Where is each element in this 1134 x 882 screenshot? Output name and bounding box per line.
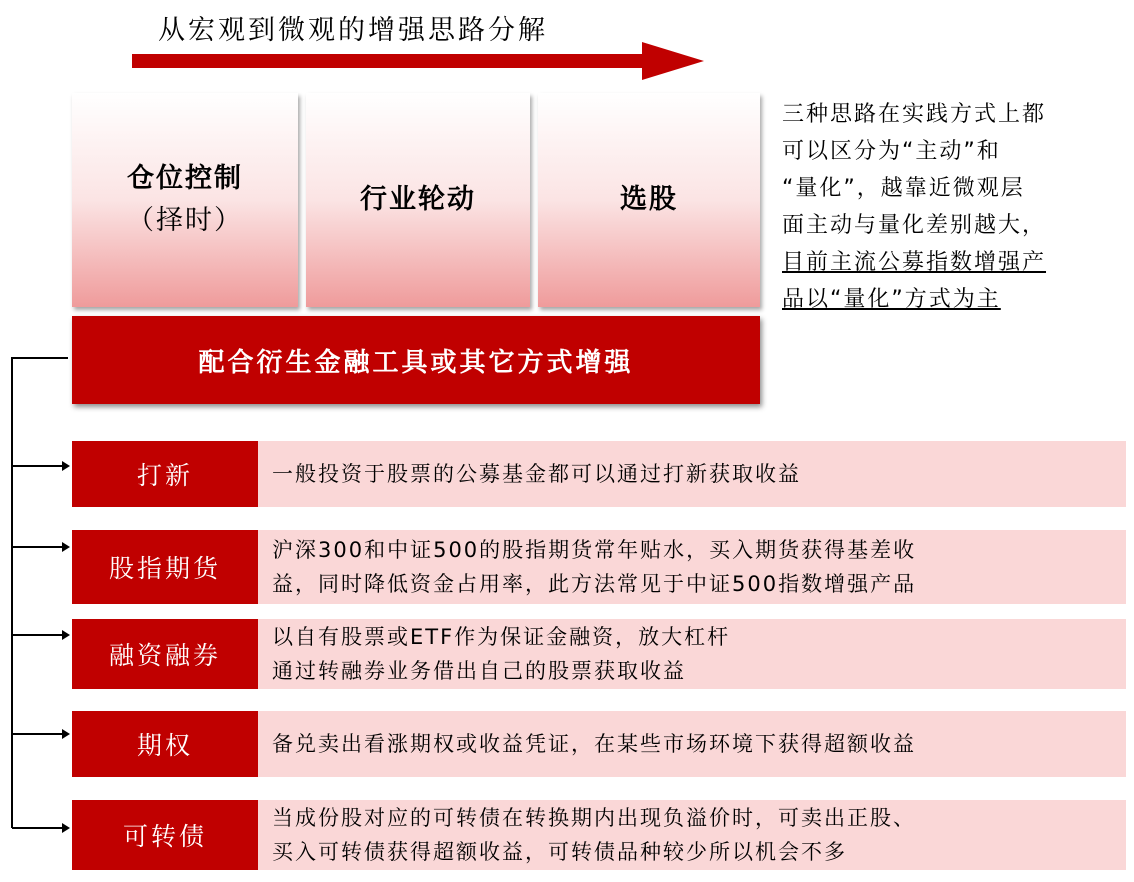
- row-desc-margin: [258, 619, 1126, 689]
- box-position-control-sub: （择时）: [127, 205, 243, 236]
- row-label-margin: 融资融券: [72, 619, 258, 689]
- row-label-convertible: 可转债: [72, 800, 258, 870]
- row-desc-convertible-line-2: 买入可转债获得超额收益，可转债品种较少所以机会不多: [272, 840, 847, 864]
- box-stock-selection-title: 选股: [620, 184, 678, 216]
- enhancement-banner: 配合衍生金融工具或其它方式增强: [72, 316, 760, 404]
- box-stock-selection: [538, 93, 760, 307]
- row-desc-index-futures: [258, 530, 1126, 604]
- row-desc-margin-line-1: 以自有股票或ETF作为保证金融资，放大杠杆: [272, 625, 731, 649]
- row-desc-margin-line-2: 通过转融券业务借出自己的股票获取收益: [272, 659, 686, 683]
- note-line-6: 品以“量化”方式为主: [782, 287, 1001, 312]
- row-desc-options-line-1: 备兑卖出看涨期权或收益凭证，在某些市场环境下获得超额收益: [272, 732, 916, 756]
- row-desc-ipo-line-1: 一般投资于股票的公募基金都可以通过打新获取收益: [272, 462, 801, 486]
- box-position-control: [72, 93, 298, 307]
- row-desc-options: [258, 711, 1126, 777]
- row-desc-index-futures-line-2: 益，同时降低资金占用率，此方法常见于中证500指数增强产品: [272, 572, 917, 596]
- row-label-index-futures: 股指期货: [72, 530, 258, 604]
- note-line-5: 目前主流公募指数增强产: [782, 250, 1047, 275]
- row-label-options: 期权: [72, 711, 258, 777]
- note-line-3: “量化”，越靠近微观层: [782, 176, 1025, 201]
- note-line-2: 可以区分为“主动”和: [782, 139, 1001, 164]
- row-desc-index-futures-line-1: 沪深300和中证500的股指期货常年贴水，买入期货获得基差收: [272, 538, 917, 562]
- box-industry-rotation: [306, 93, 530, 307]
- row-desc-ipo: [258, 441, 1126, 507]
- row-desc-convertible-line-1: 当成份股对应的可转债在转换期内出现负溢价时，可卖出正股、: [272, 806, 916, 830]
- box-position-control-title: 仓位控制: [127, 163, 243, 195]
- row-desc-convertible: [258, 800, 1126, 870]
- diagram-title: 从宏观到微观的增强思路分解: [158, 15, 548, 46]
- row-label-ipo: 打新: [72, 441, 258, 507]
- side-note: [782, 96, 1122, 318]
- note-line-4: 面主动与量化差别越大，: [782, 213, 1047, 238]
- bracket-connector: [0, 0, 80, 882]
- box-industry-rotation-title: 行业轮动: [360, 184, 476, 216]
- note-line-1: 三种思路在实践方式上都: [782, 102, 1047, 127]
- right-arrow-icon: [132, 40, 707, 86]
